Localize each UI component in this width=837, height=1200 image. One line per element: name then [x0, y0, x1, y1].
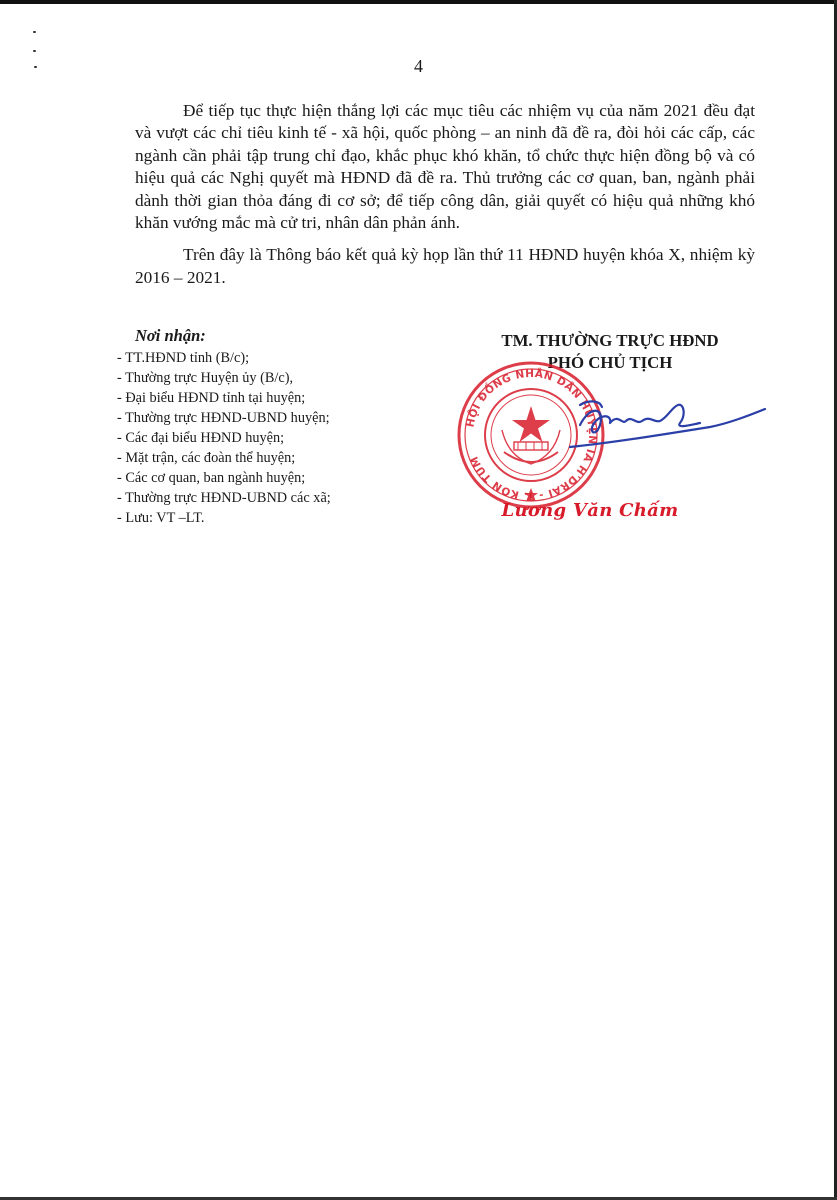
scan-edge-top	[0, 0, 837, 4]
recipient-item: - Thường trực Huyện ủy (B/c),	[117, 370, 294, 386]
recipients-list	[117, 348, 417, 528]
page-number: 4	[414, 56, 423, 76]
signature-org: TM. THƯỜNG TRỰC HĐND	[501, 331, 719, 350]
recipient-item: - TT.HĐND tỉnh (B/c);	[117, 350, 250, 366]
recipients-title: Nơi nhận:	[135, 326, 206, 345]
signer-name: Lương Văn Chấm	[501, 500, 679, 521]
paragraph: Để tiếp tục thực hiện thắng lợi các mục tiêu các nhiệm vụ của năm 2021 đều đạt và vượt các chỉ tiêu kinh tế - xã hội, quốc phòng – an ninh đã đề ra, đòi hỏi các cấp, các ngành cần phải tập trung chỉ đạo, khắc phục khó khăn, tổ chức thực hiện đồng bộ và có hiệu quả các Nghị quyết mà HĐND đã đề ra. Thủ trưởng các cơ quan, ban, ngành phải dành thời gian thỏa đáng đi cơ sở; để tiếp công dân, giải quyết có hiệu quả những khó khăn vướng mắc mà cử tri, nhân dân phản ánh.	[135, 101, 755, 233]
recipient-item: - Mặt trận, các đoàn thể huyện;	[117, 450, 296, 466]
scan-speck	[33, 50, 36, 52]
recipient-item: - Thường trực HĐND-UBND các xã;	[117, 490, 331, 506]
recipient-item: - Các đại biểu HĐND huyện;	[117, 430, 285, 446]
signature-role: PHÓ CHỦ TỊCH	[547, 353, 673, 372]
recipient-item: - Lưu: VT –LT.	[117, 510, 205, 526]
document-body	[135, 100, 755, 299]
scan-speck	[33, 31, 36, 33]
recipients-block	[117, 326, 417, 528]
recipient-item: - Các cơ quan, ban ngành huyện;	[117, 470, 306, 486]
recipient-item: - Đại biểu HĐND tỉnh tại huyện;	[117, 390, 306, 406]
paragraph: Trên đây là Thông báo kết quả kỳ họp lần thứ 11 HĐND huyện khóa X, nhiệm kỳ 2016 – 2021.	[135, 245, 755, 287]
seal-text: HỘI ĐỒNG NHÂN DÂN HUYỆN IA H'DRAI - T. KON TUM	[464, 367, 599, 503]
recipient-item: - Thường trực HĐND-UBND huyện;	[117, 410, 330, 426]
handwritten-signature-icon	[560, 385, 770, 465]
